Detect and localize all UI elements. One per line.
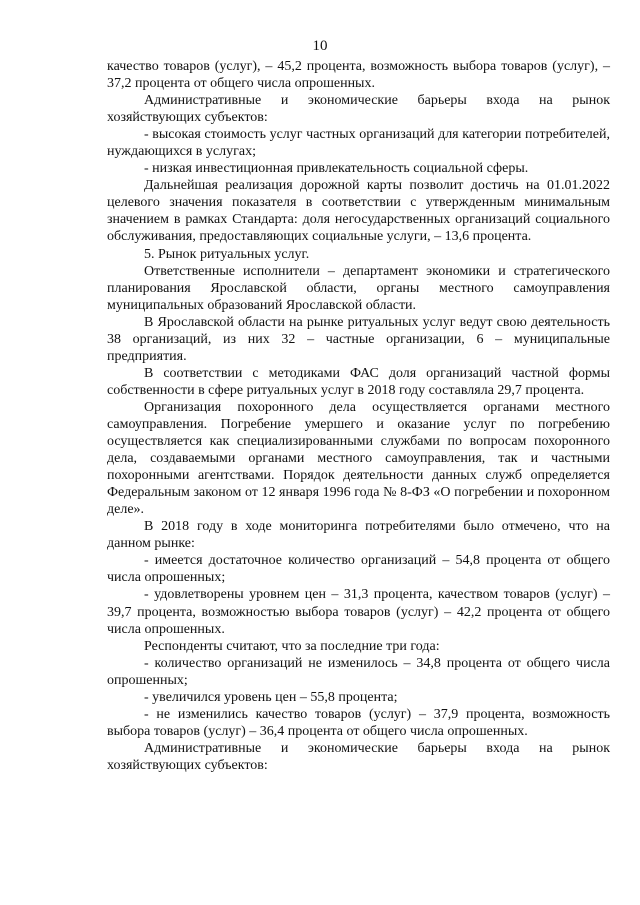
- document-body: [107, 58, 610, 774]
- paragraph-fas-share: В соответствии с методиками ФАС доля организаций частной формы собственности в сфере ритуальных услуг в 2018 году составляла 29,7 процента.: [107, 365, 610, 398]
- paragraph-barriers-heading-2: Административные и экономические барьеры входа на рынок хозяйствующих субъектов:: [107, 740, 610, 773]
- paragraph-barrier-low-investment: - низкая инвестиционная привлекательность социальной сферы.: [144, 161, 529, 177]
- section-heading-ritual-services: 5. Рынок ритуальных услуг.: [144, 246, 310, 262]
- paragraph-barrier-high-cost: - высокая стоимость услуг частных организаций для категории потребителей, нуждающихся в услугах;: [107, 127, 610, 160]
- paragraph-funeral-organization: Организация похоронного дела осуществляется органами местного самоуправления. Погребение умершего и оказание услуг по погребению осуществляется как специализированными службами по вопросам похоронного дела, создаваемыми органами местного самоуправления, так и частными похоронными агентствами. Порядок деятельности данных служб определяется Федеральным законом от 12 января 1996 года № 8-ФЗ «О погребении и похоронном деле».: [107, 399, 610, 518]
- paragraph-responsible-executors: Ответственные исполнители – департамент экономики и стратегического планирования Ярославской области, органы местного самоуправления муниципальных образований Ярославской области.: [107, 263, 610, 313]
- paragraph-prices-increased: - увеличился уровень цен – 55,8 процента;: [144, 689, 398, 705]
- paragraph-respondents-opinion: Респонденты считают, что за последние три года:: [144, 638, 440, 654]
- paragraph-organizations-unchanged: - количество организаций не изменилось – 34,8 процента от общего числа опрошенных;: [107, 655, 610, 688]
- page-number: 10: [312, 38, 328, 54]
- paragraph-quality-choice: качество товаров (услуг), – 45,2 процента, возможность выбора товаров (услуг), – 37,2 процента от общего числа опрошенных.: [107, 59, 610, 92]
- paragraph-roadmap-target: Дальнейшая реализация дорожной карты позволит достичь на 01.01.2022 целевого значения показателя в соответствии с утвержденным минимальным значением в рамках Стандарта: доля негосударственных организаций социального обслуживания, предоставляющих социальные услуги, – 13,6 процента.: [107, 178, 610, 245]
- paragraph-barriers-heading: Административные и экономические барьеры входа на рынок хозяйствующих субъектов:: [107, 93, 610, 126]
- paragraph-sufficient-organizations: - имеется достаточное количество организаций – 54,8 процента от общего числа опрошенных;: [107, 553, 610, 586]
- paragraph-monitoring-2018: В 2018 году в ходе мониторинга потребителями было отмечено, что на данном рынке:: [107, 519, 610, 552]
- paragraph-organizations-count: В Ярославской области на рынке ритуальных услуг ведут свою деятельность 38 организаций, из них 32 – частные организации, 6 – муниципальные предприятия.: [107, 314, 610, 364]
- paragraph-satisfaction-levels: - удовлетворены уровнем цен – 31,3 процента, качеством товаров (услуг) – 39,7 процента, возможностью выбора товаров (услуг) – 42,2 процента от общего числа опрошенных.: [107, 587, 610, 637]
- paragraph-quality-unchanged: - не изменились качество товаров (услуг) – 37,9 процента, возможность выбора товаров (услуг) – 36,4 процента от общего числа опрошенных.: [107, 706, 610, 739]
